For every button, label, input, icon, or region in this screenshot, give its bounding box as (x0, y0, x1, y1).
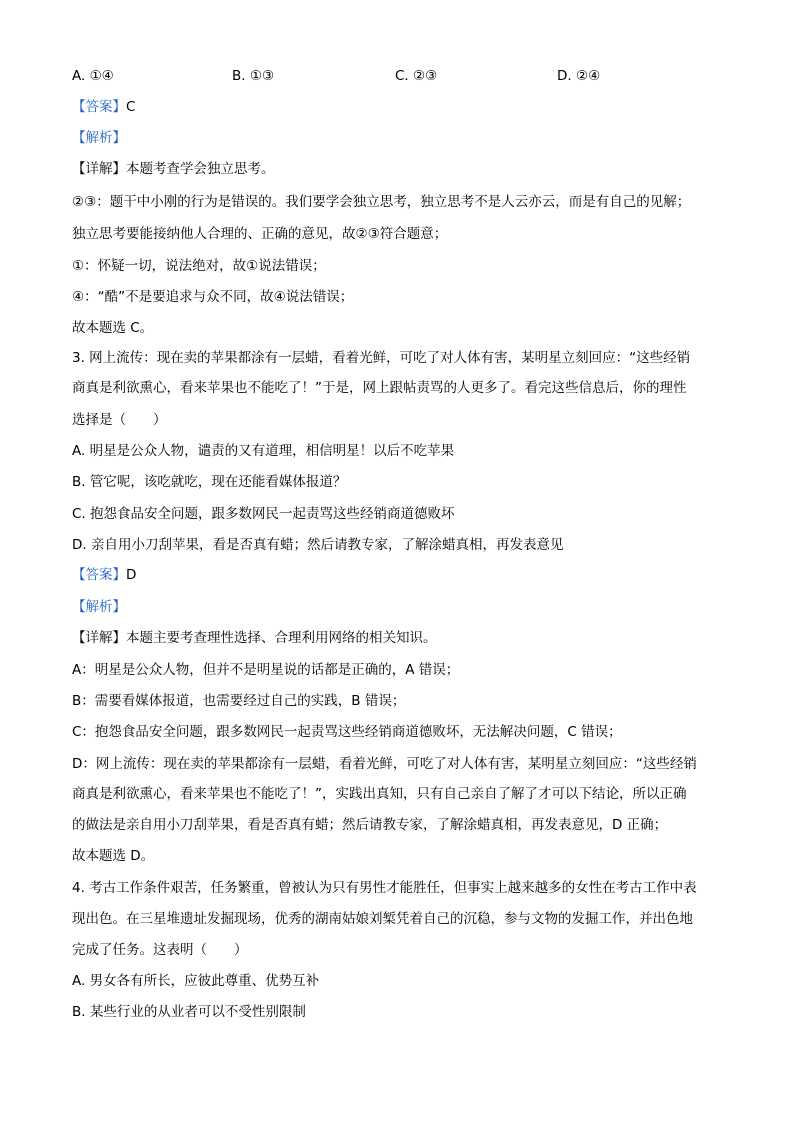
answer-tag: 【答案】 (72, 99, 126, 115)
analysis-tag: 【解析】 (72, 130, 126, 146)
q2-analysis-tag (72, 128, 126, 148)
q4-stem-line: 现出色。在三星堆遗址发掘现场，优秀的湖南姑娘刘椠凭着自己的沉稳，参与文物的发掘工作，并出色地 (72, 911, 693, 927)
q2-option-d: D. ②④ (557, 68, 601, 84)
q3-line: A：明星是公众人物，但并不是明星说的话都是正确的，A 错误； (72, 662, 460, 678)
q3-stem-line: 选择是（ ） (72, 412, 167, 428)
q3-option-a: A. 明星是公众人物，谴责的又有道理，相信明星！以后不吃苹果 (72, 443, 455, 459)
q2-detail (72, 159, 275, 179)
q3-option-c: C. 抱怨食品安全问题，跟多数网民一起责骂这些经销商道德败坏 (72, 506, 455, 522)
q2-answer (72, 97, 135, 117)
detail-tag: 【详解】 (72, 630, 126, 646)
detail-text: 本题主要考查理性选择、合理利用网络的相关知识。 (126, 630, 437, 646)
answer-value: C (126, 99, 136, 115)
analysis-tag: 【解析】 (72, 599, 126, 615)
q2-line: ④：“酷”不是要追求与众不同，故④说法错误； (72, 289, 354, 305)
q2-line: 独立思考要能接纳他人合理的、正确的意见，故②③符合题意； (72, 226, 448, 242)
answer-value: D (126, 567, 137, 583)
q3-line: 的做法是亲自用小刀刮苹果，看是否真有蜡；然后请教专家，了解涂蜡真相，再发表意见，D 正确； (72, 817, 668, 833)
q3-line: D：网上流传：现在卖的苹果都涂有一层蜡，看着光鲜，可吃了对人体有害，某明星立刻回应：“这些经销 (72, 756, 697, 772)
q4-stem-line: 4. 考古工作条件艰苦，任务繁重，曾被认为只有男性才能胜任，但事实上越来越多的女性在考古工作中表 (72, 880, 697, 896)
q2-line: ①：怀疑一切，说法绝对，故①说法错误； (72, 258, 326, 274)
q2-option-c: C. ②③ (395, 68, 438, 84)
answer-tag: 【答案】 (72, 567, 126, 583)
q4-option-a: A. 男女各有所长，应彼此尊重、优势互补 (72, 973, 320, 989)
q2-line: 故本题选 C。 (72, 320, 154, 336)
q3-line: B：需要看媒体报道，也需要经过自己的实践，B 错误； (72, 693, 406, 709)
q3-analysis-tag (72, 597, 126, 617)
q3-detail (72, 628, 437, 648)
q4-option-b: B. 某些行业的从业者可以不受性别限制 (72, 1004, 306, 1020)
q3-stem-line: 商真是利欲熏心，看来苹果也不能吃了！”于是，网上跟帖责骂的人更多了。看完这些信息后，你的理性 (72, 380, 687, 396)
q2-line: ②③：题干中小刚的行为是错误的。我们要学会独立思考，独立思考不是人云亦云，而是有自己的见解； (72, 194, 691, 210)
q4-stem-line: 完成了任务。这表明（ ） (72, 942, 248, 958)
q3-option-b: B. 管它呢，该吃就吃，现在还能看媒体报道？ (72, 474, 347, 490)
detail-tag: 【详解】 (72, 161, 126, 177)
q3-line: 故本题选 D。 (72, 848, 155, 864)
detail-text: 本题考查学会独立思考。 (126, 161, 275, 177)
q3-line: C：抱怨食品安全问题，跟多数网民一起责骂这些经销商道德败坏，无法解决问题，C 错误； (72, 724, 622, 740)
q2-option-a: A. ①④ (72, 68, 114, 84)
q3-line: 商真是利欲熏心，看来苹果也不能吃了！”，实践出真知，只有自己亲自了解了才可以下结论，所以正确 (72, 786, 687, 802)
q2-option-b: B. ①③ (232, 68, 275, 84)
q3-stem-line: 3. 网上流传：现在卖的苹果都涂有一层蜡，看着光鲜，可吃了对人体有害，某明星立刻回应：“这些经销 (72, 350, 691, 366)
q3-option-d: D. 亲自用小刀刮苹果，看是否真有蜡；然后请教专家，了解涂蜡真相，再发表意见 (72, 537, 564, 553)
q3-answer (72, 565, 136, 585)
